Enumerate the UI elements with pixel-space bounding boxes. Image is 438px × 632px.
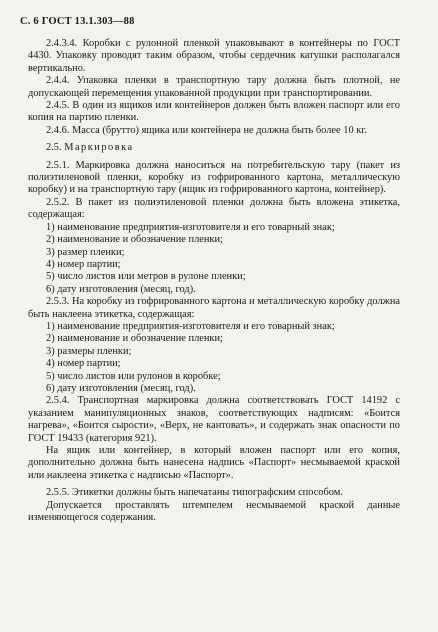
list-item: 3) размеры пленки; xyxy=(46,345,132,357)
paragraph-2-5-5-stamp: Допускается проставлять штемпелем несмываемой краской данные изменяющегося содержания. xyxy=(28,499,400,524)
list-item: 1) наименование предприятия-изготовителя и его товарный знак; xyxy=(46,221,335,233)
paragraph-2-5-3: 2.5.3. На коробку из гофрированного картона и металлическую коробку должна быть наклеена этикетка, содержащая: xyxy=(28,296,400,320)
paragraph-2-4-5: 2.4.5. В один из ящиков или контейнеров должен быть вложен паспорт или его копия на партию пленки. xyxy=(28,100,400,124)
list-item: 4) номер партии; xyxy=(46,358,121,370)
list-item: 4) номер партии; xyxy=(46,258,121,270)
list-item: 3) размер пленки; xyxy=(46,246,125,258)
document-body xyxy=(28,38,400,524)
list-item: 2) наименование и обозначение пленки; xyxy=(46,234,223,246)
paragraph-2-4-4: 2.4.4. Упаковка пленки в транспортную тару должна быть плотной, не допускающей перемещения упакованной продукции при транспортировании. xyxy=(28,75,400,99)
paragraph-2-4-6: 2.4.6. Масса (брутто) ящика или контейнера не должна быть более 10 кг. xyxy=(46,124,367,136)
page-header: С. 6 ГОСТ 13.1.303—88 xyxy=(20,16,135,27)
list-2-5-2 xyxy=(28,222,400,296)
paragraph-2-5-5: 2.5.5. Этикетки должны быть напечатаны типографским способом. xyxy=(46,487,343,499)
list-2-5-3 xyxy=(28,321,400,395)
list-item: 5) число листов или метров в рулоне пленки; xyxy=(46,271,246,283)
paragraph-2-5-1: 2.5.1. Маркировка должна наноситься на потребительскую тару (пакет из полиэтиленовой пленки, коробку из гофрированного картона, металлическую коробку) и на транспортную тару (ящик из гофрированного картона, контейнер). xyxy=(28,159,400,196)
paragraph-2-5-2: 2.5.2. В пакет из полиэтиленовой пленки должна быть вложена этикетка, содержащая: xyxy=(28,196,400,221)
paragraph-2-5-4: 2.5.4. Транспортная маркировка должна соответствовать ГОСТ 14192 с указанием манипуляционных знаков, соответствующих надписям: «Боится нагрева», «Боится сырости», «Верх, не кантовать», и содержать знак опасности по ГОСТ 19433 (категория 921). xyxy=(28,395,400,444)
list-item: 1) наименование предприятия-изготовителя и его товарный знак; xyxy=(46,320,335,332)
section-heading-2-5 xyxy=(28,142,400,154)
list-item: 5) число листов или рулонов в коробке; xyxy=(46,370,221,382)
paragraph-2-5-4-passport: На ящик или контейнер, в который вложен паспорт или его копия, дополнительно должна быть нанесена надпись «Паспорт» несмываемой краской или наклеена этикетка с надписью «Паспорт». xyxy=(28,445,400,481)
list-item: 6) дату изготовления (месяц, год). xyxy=(46,382,196,394)
section-title: Маркировка xyxy=(64,142,134,154)
section-number: 2.5. xyxy=(46,142,62,154)
list-item: 6) дату изготовления (месяц, год). xyxy=(46,283,196,295)
list-item: 2) наименование и обозначение пленки; xyxy=(46,333,223,345)
paragraph-2-4-3-4: 2.4.3.4. Коробки с рулонной пленкой упаковывают в контейнеры по ГОСТ 4430. Упаковку проводят таким образом, чтобы сердечник катушки располагался вертикально. xyxy=(28,38,400,74)
